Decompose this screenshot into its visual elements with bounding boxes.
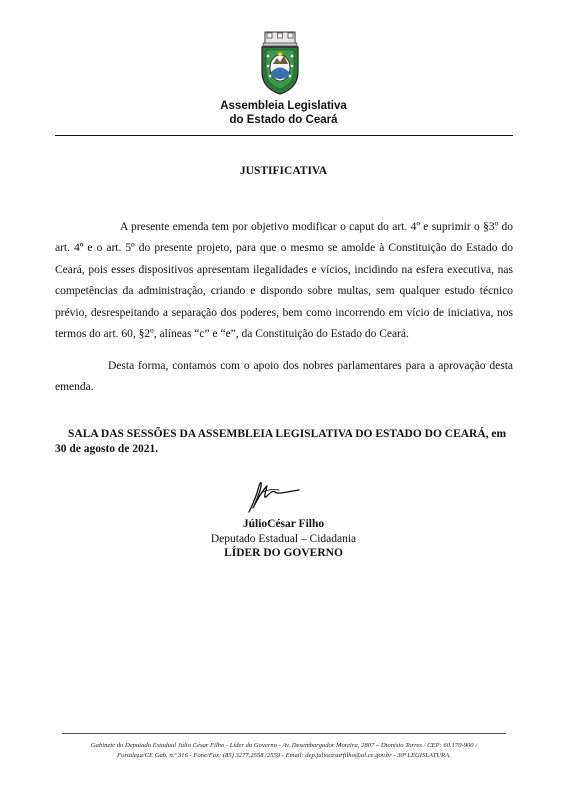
header-divider — [55, 135, 513, 136]
signatory-role: Deputado Estadual – Cidadania — [210, 533, 357, 545]
justification-paragraph: A presente emenda tem por objetivo modificar o caput do art. 4º e suprimir o §3º do art. 4º e o art. 5º do presente projeto, para que o mesmo se amolde à Constituição do Estado do Ceará, pois esses dispositivos apresentam ilegalidades e vícios, incidindo na esfera executiva, nas competências da administração, criando e dispondo sobre multas, sem qualquer estudo técnico prévio, desrespeitando a separação dos poderes, bem como incorrendo em vício de iniciativa, nos termos do art. 60, §2º, alíneas “c” e “e”, da Constituição do Estado do Ceará. — [55, 221, 513, 341]
signatory-title: LÍDER DO GOVERNO — [224, 547, 343, 559]
footer-address: Gabinete do Deputado Estadual Júlio César Filho - Líder do Governo - Av. Desembargador Moreira, 2807 – Dionísio Torres / CEP: 60.170-900 / — [90, 742, 478, 749]
assembly-state: do Estado do Ceará — [229, 114, 338, 126]
session-closing: SALA DAS SESSÕES DA ASSEMBLEIA LEGISLATIVA DO ESTADO DO CEARÁ, em 30 de agosto de 2021. — [55, 428, 507, 455]
assembly-name: Assembleia Legislativa — [220, 100, 347, 112]
handwritten-signature — [243, 478, 301, 514]
ceara-coat-of-arms-icon — [259, 30, 301, 96]
document-title: JUSTIFICATIVA — [239, 165, 328, 177]
footer-divider — [62, 733, 506, 734]
signatory-name: JúlioCésar Filho — [242, 518, 325, 530]
footer-contact: Fortaleza/CE Gab. n.º 316 - Fone/Fax: (85) 3277.2558 /2559 - Email: dep.juliocesarfilho@al.ce.gov.br - 30ª LEGISLATURA. — [117, 752, 451, 759]
request-paragraph: Desta forma, contamos com o apoio dos nobres parlamentares para a aprovação desta emenda. — [55, 360, 513, 394]
